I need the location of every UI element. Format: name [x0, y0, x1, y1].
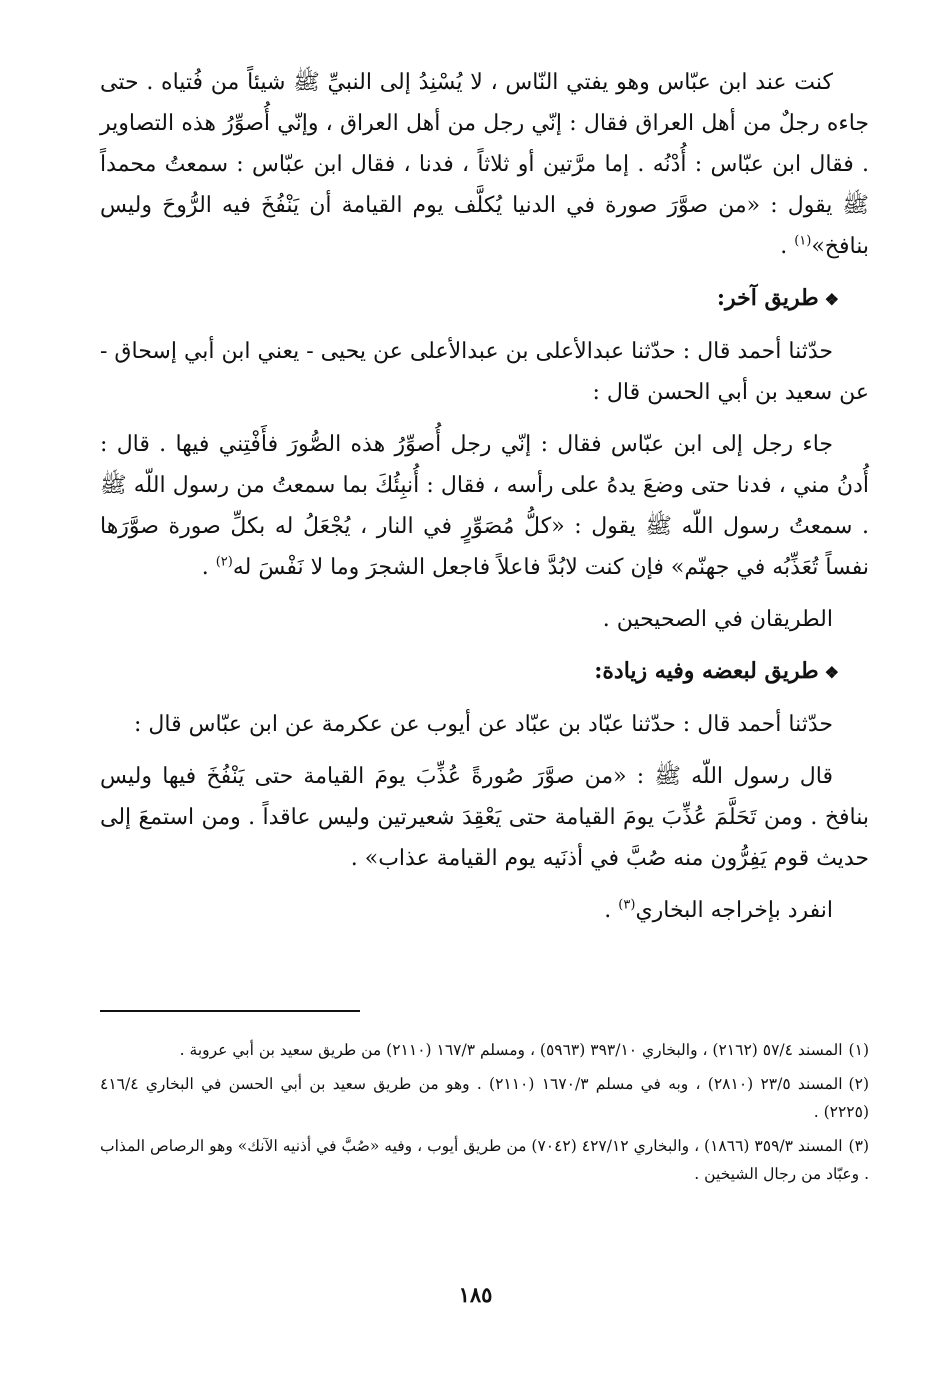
footnote-ref: (١)	[794, 233, 812, 249]
footnote: (٣)المسند ٣٥٩/٣ (١٨٦٦) ، والبخاري ٤٢٧/١٢ (٧٠٤٢) من طريق أيوب ، وفيه «صُبَّ في أذنيه الآنك» وهو الرصاص المذاب . وعبّاد من رجال الشيخين .	[100, 1137, 869, 1183]
footnote-ref: (٣)	[618, 897, 636, 913]
diamond-bullet-icon: ❖	[824, 663, 839, 682]
footnote-divider	[100, 1010, 360, 1012]
section-heading: ❖طريق لبعضه وفيه زيادة:	[594, 658, 839, 684]
paragraph: حدّثنا أحمد قال : حدّثنا عبدالأعلى بن عبدالأعلى عن يحيى - يعني ابن أبي إسحاق - عن سعيد بن أبي الحسن قال :	[100, 339, 869, 405]
paragraph: كنت عند ابن عبّاس وهو يفتي النّاس ، لا يُسْنِدُ إلى النبيِّ ﷺ شيئاً من فُتياه . حتى جاءه رجلٌ من أهل العراق فقال : إنّي رجل من أهل العراق ، وإنّي أُصوِّرُ هذه التصاوير . فقال ابن عبّاس : أُدْنُه . إما مرَّتين أو ثلاثاً ، فدنا ، فقال ابن عبّاس : سمعتُ محمداً ﷺ يقول : «من صوَّرَ صورة في الدنيا يُكلَّف يوم القيامة أن يَنْفُخَ فيه الرُّوحَ وليس بنافخ»$^{(١)}$ .	[100, 70, 869, 259]
paragraph: الطريقان في الصحيحين .	[602, 607, 833, 632]
diamond-bullet-icon: ❖	[824, 290, 839, 309]
paragraph: حدّثنا أحمد قال : حدّثنا عبّاد بن عبّاد عن أيوب عن عكرمة عن ابن عبّاس قال :	[134, 712, 833, 737]
footnote: (٢)المسند ٢٣/٥ (٢٨١٠) ، وبه في مسلم ١٦٧٠/٣ (٢١١٠) . وهو من طريق سعيد بن أبي الحسن في البخاري ٤١٦/٤ (٢٢٢٥) .	[100, 1075, 869, 1121]
page-number: ١٨٥	[458, 1282, 493, 1307]
paragraph: قال رسول اللّه ﷺ : «من صوَّرَ صُورةً عُذِّبَ يومَ القيامة حتى يَنْفُخَ فيها وليس بنافخ . ومن تَحَلَّمَ عُذِّبَ يومَ القيامة حتى يَعْقِدَ شعيرتين وليس عاقداً . ومن استمعَ إلى حديث قوم يَفِرُّون منه صُبَّ في أذنَيه يوم القيامة عذاب» .	[100, 764, 869, 871]
footnote: (١)المسند ٥٧/٤ (٢١٦٢) ، والبخاري ٣٩٣/١٠ (٥٩٦٣) ، ومسلم ١٦٧/٣ (٢١١٠) من طريق سعيد بن أبي عروبة .	[179, 1041, 869, 1059]
main-text	[100, 62, 869, 942]
section-heading: ❖طريق آخر:	[716, 285, 839, 311]
footnote-ref: (٢)	[215, 554, 233, 570]
paragraph: جاء رجل إلى ابن عبّاس فقال : إنّي رجل أُصوِّرُ هذه الصُّورَ فأَفْتِني فيها . قال : أُدنُ مني ، فدنا حتى وضعَ يدهُ على رأسه ، فقال : أُنبِئُكَ بما سمعتُ من رسول اللّه ﷺ . سمعتُ رسول اللّه ﷺ يقول : «كلُّ مُصَوِّرٍ في النار ، يُجْعَلُ له بكلِّ صورة صوَّرَها نفساً تُعَذِّبُه في جهنّم» فإن كنت لابُدَّ فاعلاً فاجعل الشجرَ وما لا نَفْسَ له$^{(٢)}$ .	[100, 432, 869, 580]
footnotes	[100, 1036, 869, 1194]
paragraph: انفرد بإخراجه البخاري$^{(٣)}$ .	[604, 897, 833, 923]
